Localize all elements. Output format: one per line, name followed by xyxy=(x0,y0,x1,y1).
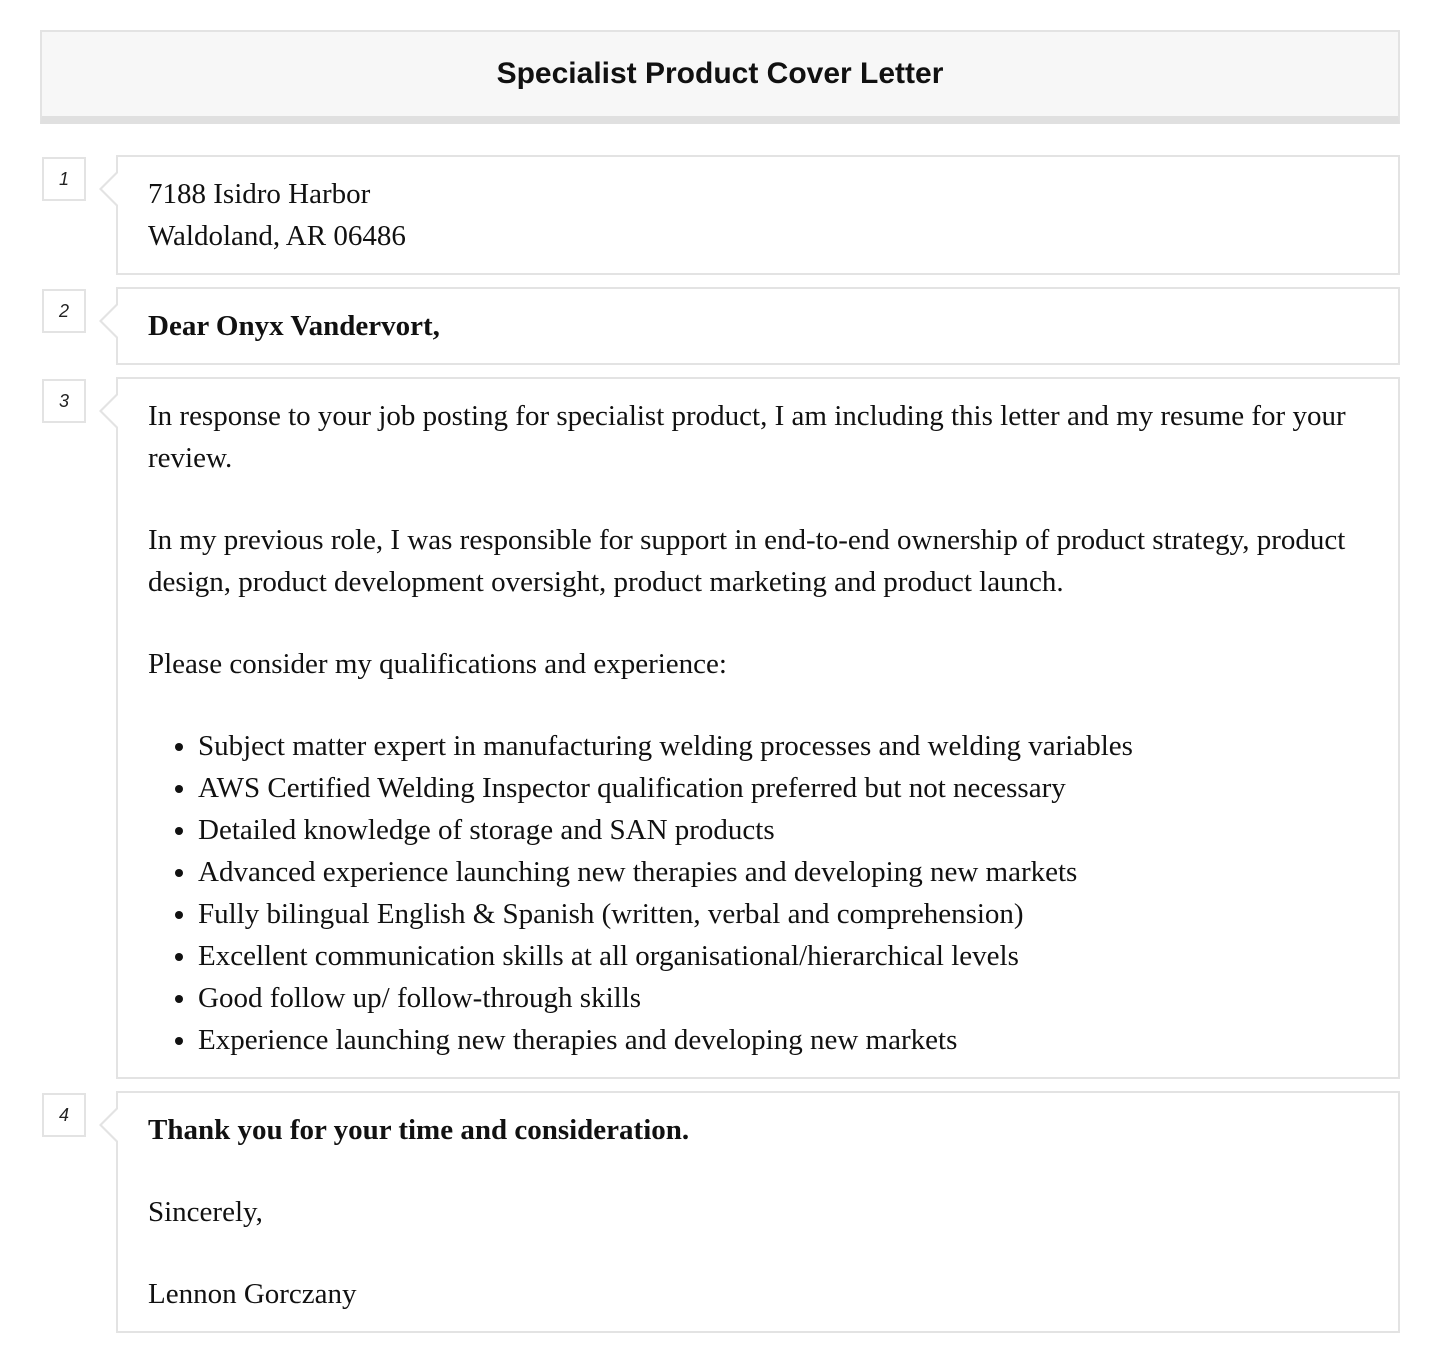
list-item: • AWS Certified Welding Inspector qualification preferred but not necessary xyxy=(198,767,1368,809)
section-number: 2 xyxy=(42,289,86,333)
section-number: 4 xyxy=(42,1093,86,1137)
body-card xyxy=(116,377,1400,1079)
page-title: Specialist Product Cover Letter xyxy=(496,57,944,90)
list-item: • Detailed knowledge of storage and SAN products xyxy=(198,809,1368,851)
closing-card xyxy=(116,1091,1400,1333)
address-line-1: 7188 Isidro Harbor xyxy=(148,178,371,210)
list-item: • Advanced experience launching new therapies and developing new markets xyxy=(198,851,1368,893)
section-number: 3 xyxy=(42,379,86,423)
salutation-card xyxy=(116,287,1400,365)
qualifications-lead: Please consider my qualifications and experience: xyxy=(148,648,727,680)
list-item: • Subject matter expert in manufacturing welding processes and welding variables xyxy=(198,725,1368,767)
closing-line: Sincerely, xyxy=(148,1196,263,1228)
intro-paragraph: In response to your job posting for specialist product, I am including this letter and my resume for your review. xyxy=(148,400,1346,474)
previous-role-paragraph: In my previous role, I was responsible for support in end-to-end ownership of product strategy, product design, product development oversight, product marketing and product launch. xyxy=(148,524,1346,598)
signature-name: Lennon Gorczany xyxy=(148,1278,357,1310)
list-item: • Good follow up/ follow-through skills xyxy=(198,977,1368,1019)
list-item: • Experience launching new therapies and developing new markets xyxy=(198,1019,1368,1061)
section-number: 1 xyxy=(42,157,86,201)
list-item: • Fully bilingual English & Spanish (written, verbal and comprehension) xyxy=(198,893,1368,935)
list-item: • Excellent communication skills at all organisational/hierarchical levels xyxy=(198,935,1368,977)
salutation: Dear Onyx Vandervort, xyxy=(148,310,440,342)
address-line-2: Waldoland, AR 06486 xyxy=(148,220,406,252)
title-bar xyxy=(40,30,1400,124)
address-card xyxy=(116,155,1400,275)
thanks-line: Thank you for your time and consideration. xyxy=(148,1114,690,1146)
qualifications-list xyxy=(148,725,1368,1061)
